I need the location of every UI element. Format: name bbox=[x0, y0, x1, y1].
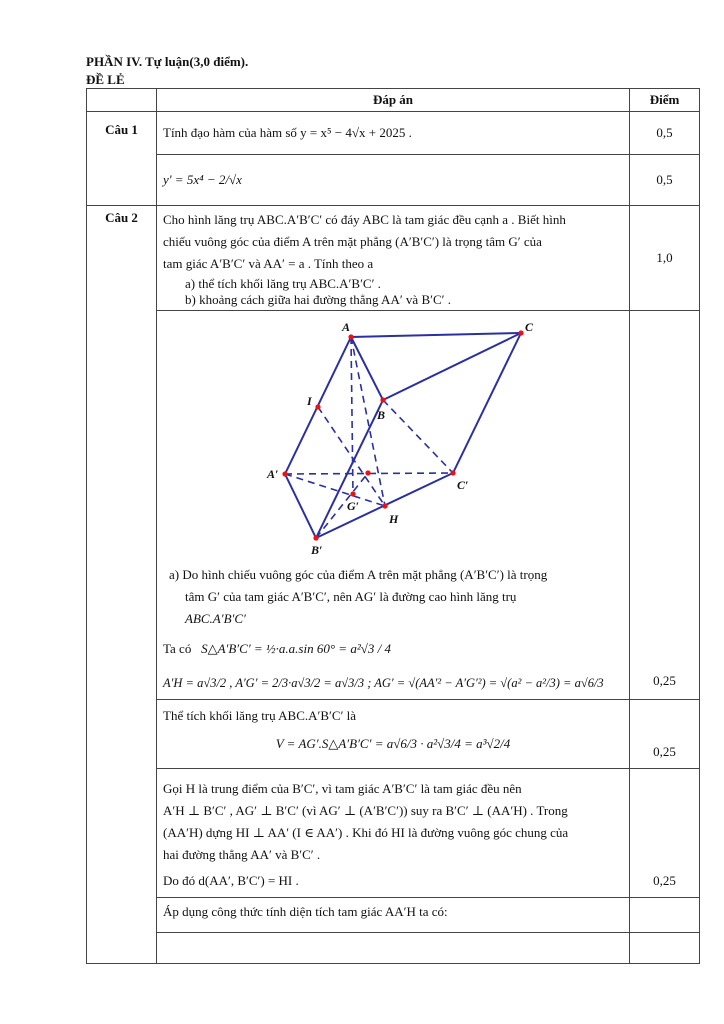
q2-volume-formula: V = AG′.S△A′B′C′ = a√6/3 · a²√3/4 = a³√2/4 bbox=[275, 736, 511, 751]
edge-A1B1 bbox=[285, 474, 316, 538]
edge-AB bbox=[351, 337, 383, 400]
q2-area-rule-row bbox=[87, 898, 700, 933]
label-A1: A′ bbox=[267, 467, 279, 481]
q2-solution-b-row bbox=[87, 769, 700, 898]
segment-BC1 bbox=[383, 400, 453, 473]
q1-answer-row bbox=[87, 155, 700, 206]
q2-sol-b-line-5: Do đó d(AA′, B′C′) = HI . bbox=[163, 873, 299, 888]
q2-volume-points: 0,25 bbox=[630, 700, 700, 769]
q2-solution-a bbox=[157, 311, 630, 700]
q2-prompt-row bbox=[87, 206, 700, 311]
part-heading: PHẦN IV. Tự luận(3,0 điểm). bbox=[86, 54, 249, 69]
q1-prompt-points: 0,5 bbox=[630, 112, 700, 155]
label-G1: G′ bbox=[347, 499, 360, 513]
q2-prompt-part-b: b) khoảng cách giữa hai đường thẳng AA′ và B′C′ . bbox=[185, 292, 451, 307]
label-H: H bbox=[389, 512, 399, 526]
header-blank bbox=[87, 89, 157, 112]
label-I: I bbox=[307, 394, 312, 408]
edge-CC1 bbox=[453, 333, 521, 473]
q2-blank-cell bbox=[157, 933, 630, 964]
edge-AC bbox=[351, 333, 521, 337]
q2-area-rule-points bbox=[630, 898, 700, 933]
q2-solution-b bbox=[157, 769, 630, 898]
label-C1: C′ bbox=[457, 478, 469, 492]
q2-volume-intro: Thể tích khối lăng trụ ABC.A′B′C′ là bbox=[163, 708, 357, 723]
label-C: C bbox=[525, 320, 534, 334]
label-A: A bbox=[342, 320, 351, 334]
segment-A1H bbox=[285, 474, 385, 506]
q2-sol-a-line-2: tâm G′ của tam giác A′B′C′, nên AG′ là đường cao hình lăng trụ bbox=[185, 589, 517, 604]
q2-sol-b-line-1: Gọi H là trung điểm của B′C′, vì tam giác A′B′C′ là tam giác đều nên bbox=[163, 781, 522, 796]
q2-prompt-points: 1,0 bbox=[630, 206, 700, 311]
q2-area-prefix: Ta có bbox=[163, 641, 192, 656]
q1-answer-points: 0,5 bbox=[630, 155, 700, 206]
q2-volume-row bbox=[87, 700, 700, 769]
label-B: B bbox=[377, 408, 386, 422]
q1-label: Câu 1 bbox=[87, 112, 157, 206]
q2-prompt-part-a: a) thể tích khối lăng trụ ABC.A′B′C′ . bbox=[185, 276, 381, 291]
q2-sol-b-line-3: (AA′H) dựng HI ⊥ AA′ (I ∈ AA′) . Khi đó HI là đường vuông góc chung của bbox=[163, 825, 569, 840]
edge-BC bbox=[383, 333, 521, 400]
q2-lengths-formula: A′H = a√3/2 , A′G′ = 2/3·a√3/2 = a√3/3 ; AG′ = √(AA′² − A′G′²) = √(a² − a²/3) = a√6/3 bbox=[163, 676, 604, 690]
q1-answer: y' = 5x⁴ − 2/√x bbox=[157, 155, 630, 206]
q2-prompt-line-1: Cho hình lăng trụ ABC.A′B′C′ có đáy ABC là tam giác đều cạnh a . Biết hình bbox=[163, 212, 566, 227]
q1-prompt-row bbox=[87, 112, 700, 155]
q2-sol-b-line-4: hai đường thẳng AA′ và B′C′ . bbox=[163, 847, 321, 862]
q2-volume bbox=[157, 700, 630, 769]
header-answer: Đáp án bbox=[157, 89, 630, 112]
q2-lengths-points: 0,25 bbox=[630, 311, 700, 700]
q2-sol-a-line-1: a) Do hình chiếu vuông góc của điểm A trên mặt phẳng (A′B′C′) là trọng bbox=[169, 567, 548, 582]
answer-table bbox=[86, 88, 700, 964]
q2-area-rule: Áp dụng công thức tính diện tích tam giác AA′H ta có: bbox=[157, 898, 630, 933]
segment-AG1 bbox=[351, 337, 353, 494]
prism-figure bbox=[163, 311, 623, 563]
q2-label: Câu 2 bbox=[87, 206, 157, 964]
label-B1: B′ bbox=[311, 543, 323, 557]
q2-blank-points bbox=[630, 933, 700, 964]
q2-prompt bbox=[157, 206, 630, 311]
q2-blank-row bbox=[87, 933, 700, 964]
exam-code: ĐỀ LẺ bbox=[86, 72, 125, 87]
q2-sol-a-line-3: ABC.A′B′C′ bbox=[185, 611, 246, 626]
q2-prompt-line-3: tam giác A′B′C′ và AA′ = a . Tính theo a bbox=[163, 256, 374, 271]
q2-area-formula: S△A′B′C′ = ½·a.a.sin 60° = a²√3 / 4 bbox=[201, 641, 391, 656]
table-header-row bbox=[87, 89, 700, 112]
q2-sol-b-line-2: A′H ⊥ B′C′ , AG′ ⊥ B′C′ (vì AG′ ⊥ (A′B′C′)) suy ra B′C′ ⊥ (AA′H) . Trong bbox=[163, 803, 568, 818]
q1-prompt: Tính đạo hàm của hàm số y = x⁵ − 4√x + 2025 . bbox=[157, 112, 630, 155]
q2-sol-b-points: 0,25 bbox=[630, 769, 700, 898]
q2-prompt-line-2: chiếu vuông góc của điểm A trên mặt phẳng (A′B′C′) là trọng tâm G′ của bbox=[163, 234, 542, 249]
q2-solution-a-row bbox=[87, 311, 700, 700]
header-points: Điểm bbox=[630, 89, 700, 112]
edge-BB1 bbox=[316, 400, 386, 538]
